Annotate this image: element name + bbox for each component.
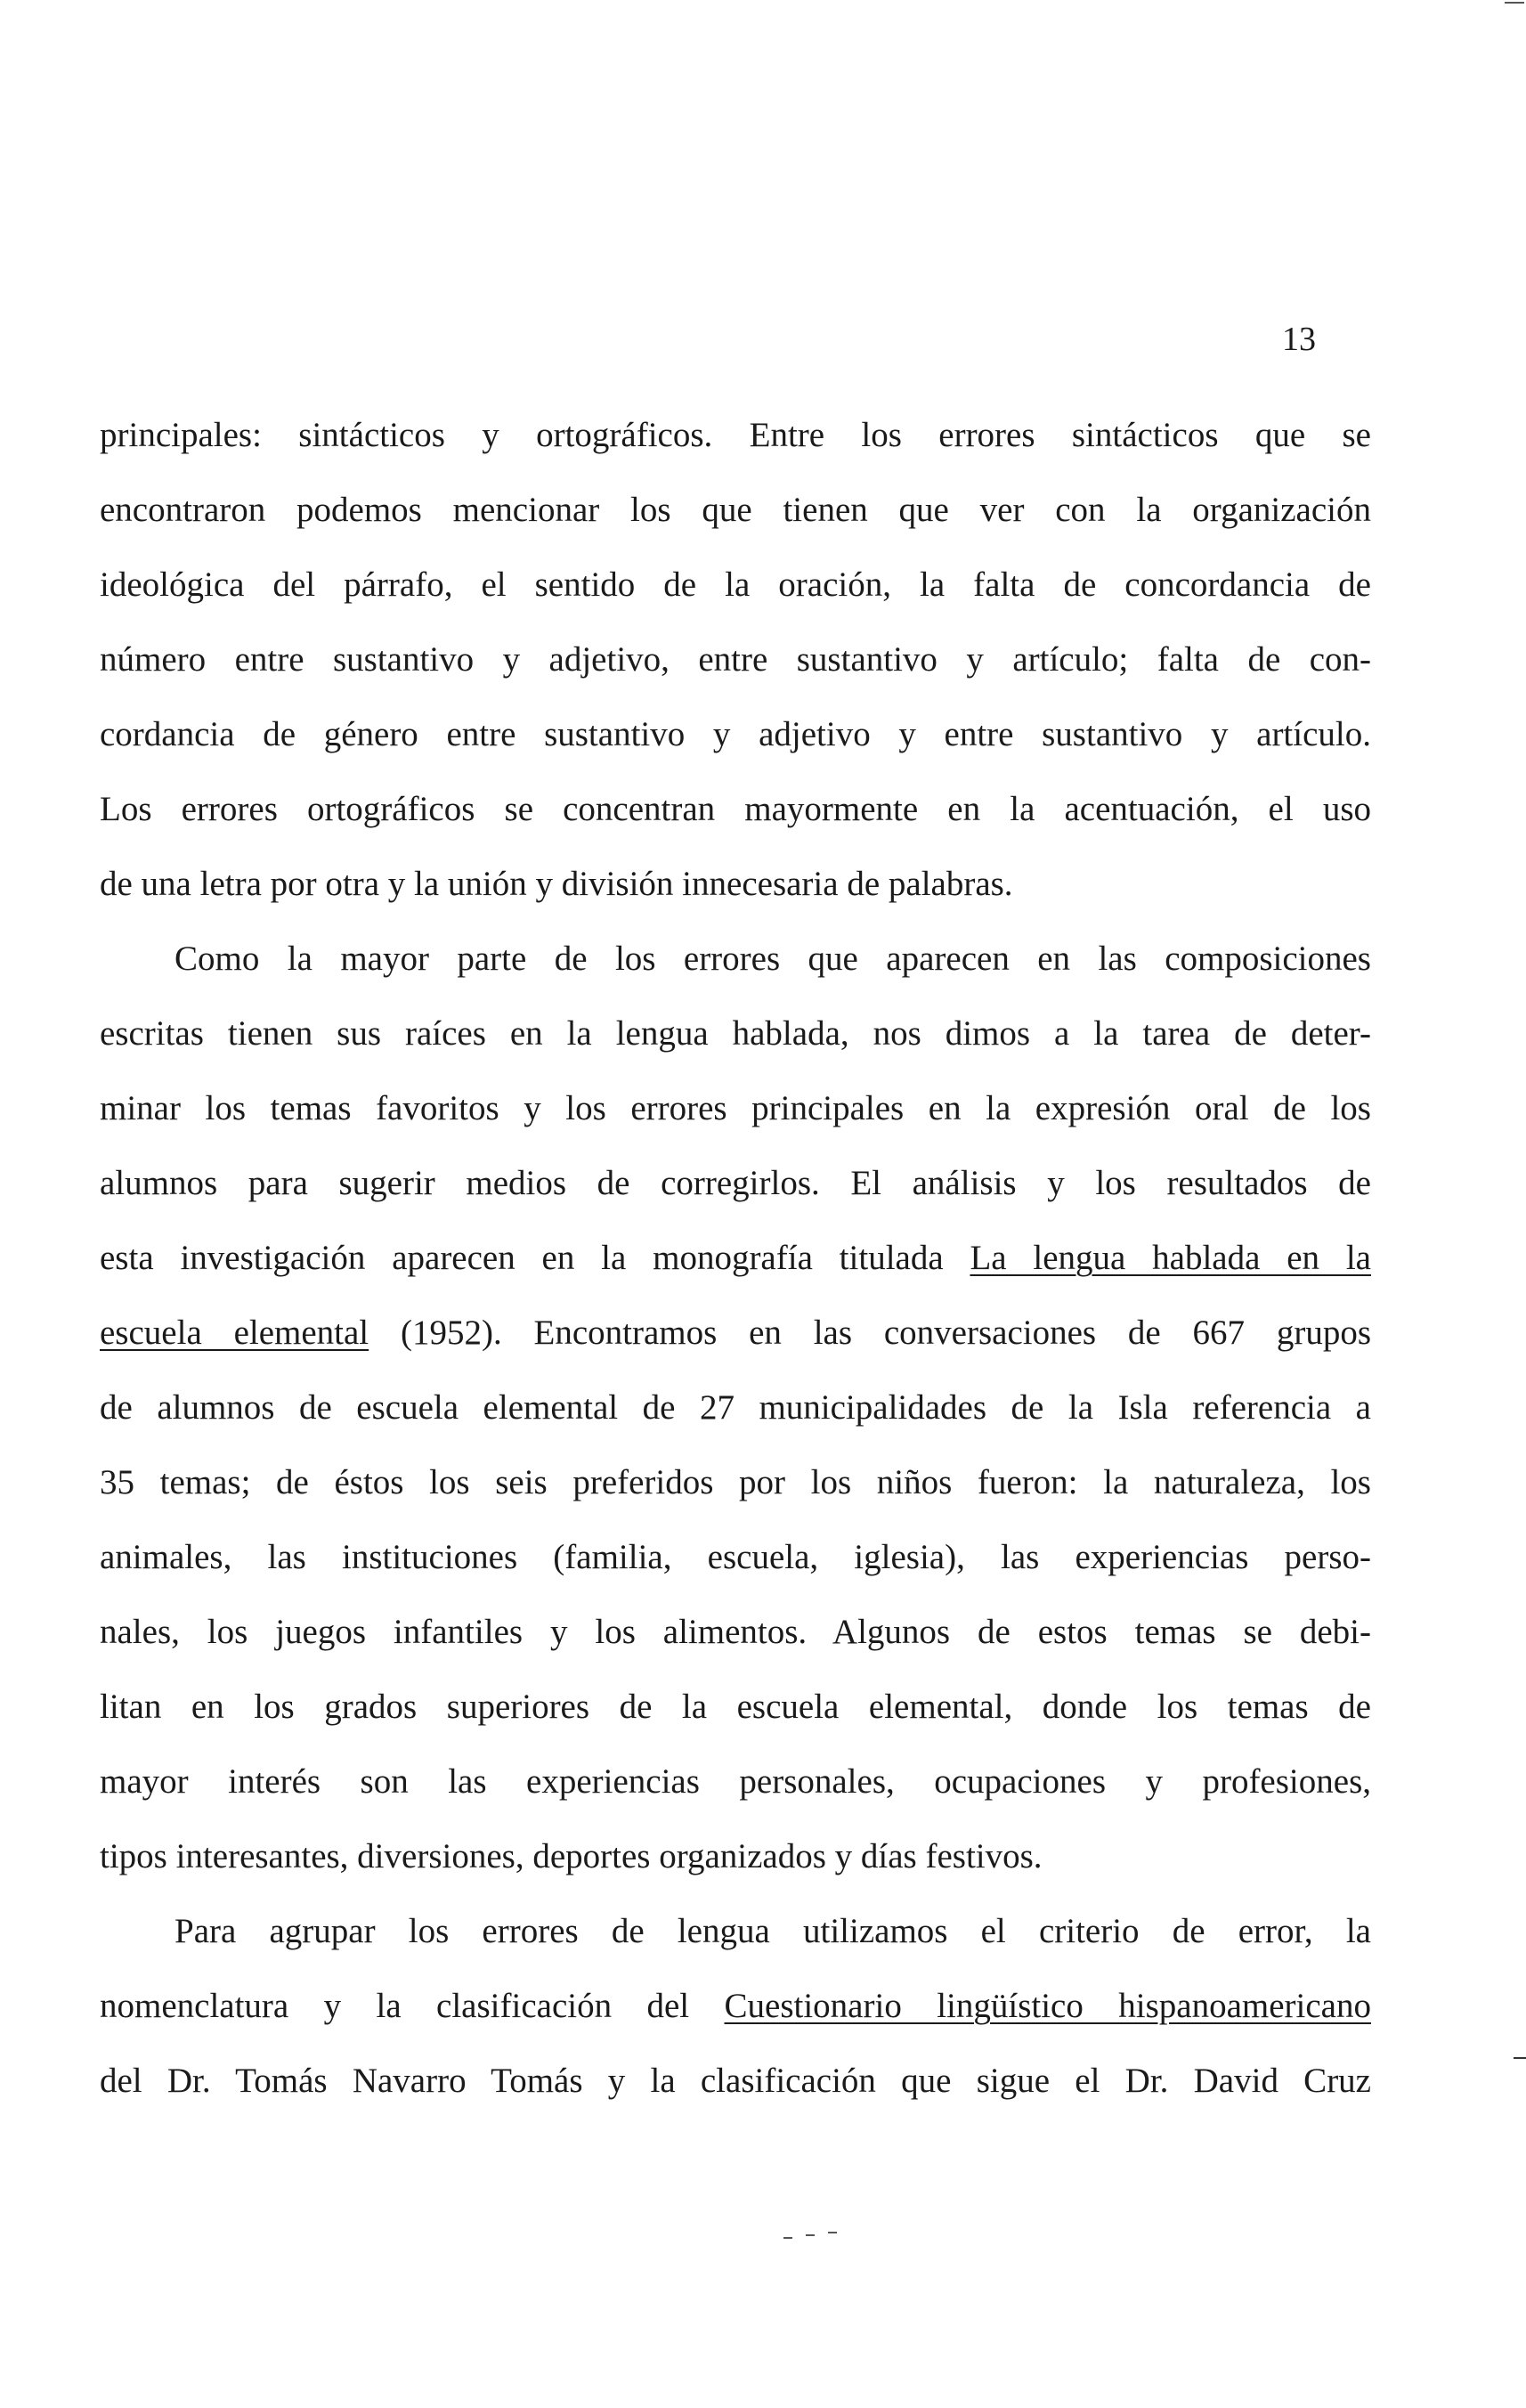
- text-line: tipos interesantes, diversiones, deportes organizados y días festivos.: [100, 1837, 1043, 1875]
- text-line: número entre sustantivo y adjetivo, entre sustantivo y artículo; falta de con-: [100, 640, 1371, 679]
- text-line: de alumnos de escuela elemental de 27 municipalidades de la Isla referencia a: [100, 1388, 1371, 1427]
- scan-mark: [806, 2234, 815, 2236]
- text-line: Para agrupar los errores de lengua utilizamos el criterio de error, la: [175, 1912, 1371, 1950]
- text-line: [100, 1237, 1371, 1312]
- text-line: encontraron podemos mencionar los que tienen que ver con la organización: [100, 491, 1371, 529]
- text-line: 35 temas; de éstos los seis preferidos por los niños fueron: la naturaleza, los: [100, 1463, 1371, 1501]
- cited-title: Cuestionario lingüístico hispanoamericano: [724, 1987, 1371, 2025]
- scan-mark: [783, 2237, 792, 2239]
- paragraph-3: [100, 1910, 1371, 2135]
- text-fragment: (1952). Encontramos en las conversaciones de 667 grupos: [369, 1314, 1371, 1352]
- text-line: nales, los juegos infantiles y los alimentos. Algunos de estos temas se debi-: [100, 1613, 1371, 1651]
- text-line: litan en los grados superiores de la escuela elemental, donde los temas de: [100, 1688, 1371, 1726]
- scan-mark: [1505, 2, 1524, 4]
- text-line: [100, 1312, 1371, 1387]
- text-line: ideológica del párrafo, el sentido de la oración, la falta de concordancia de: [100, 565, 1371, 604]
- text-fragment: esta investigación aparecen en la monografía titulada: [100, 1239, 970, 1277]
- text-line: principales: sintácticos y ortográficos. Entre los errores sintácticos que se: [100, 416, 1371, 454]
- text-line: [100, 1985, 1371, 2060]
- text-line: alumnos para sugerir medios de corregirlos. El análisis y los resultados de: [100, 1164, 1371, 1202]
- text-line: del Dr. Tomás Navarro Tomás y la clasificación que sigue el Dr. David Cruz: [100, 2062, 1371, 2100]
- text-line: cordancia de género entre sustantivo y adjetivo y entre sustantivo y artículo.: [100, 715, 1371, 753]
- text-line: Como la mayor parte de los errores que aparecen en las composiciones: [175, 940, 1371, 978]
- text-line: de una letra por otra y la unión y división innecesaria de palabras.: [100, 865, 1013, 903]
- text-line: Los errores ortográficos se concentran mayormente en la acentuación, el uso: [100, 790, 1371, 828]
- paragraph-2: [100, 938, 1371, 1910]
- text-line: minar los temas favoritos y los errores principales en la expresión oral de los: [100, 1089, 1371, 1127]
- page-number: 13: [1282, 321, 1316, 358]
- text-line: mayor interés son las experiencias personales, ocupaciones y profesiones,: [100, 1762, 1371, 1801]
- text-fragment: nomenclatura y la clasificación del: [100, 1987, 725, 2025]
- cited-title: La lengua hablada en la: [970, 1239, 1371, 1277]
- scan-mark: [828, 2232, 837, 2233]
- text-line: animales, las instituciones (familia, escuela, iglesia), las experiencias perso-: [100, 1538, 1371, 1576]
- text-line: escritas tienen sus raíces en la lengua hablada, nos dimos a la tarea de deter-: [100, 1014, 1371, 1053]
- cited-title: escuela elemental: [100, 1314, 369, 1352]
- paragraph-1: [100, 414, 1371, 938]
- body-text: [100, 414, 1371, 2135]
- scan-mark: [1514, 2057, 1526, 2059]
